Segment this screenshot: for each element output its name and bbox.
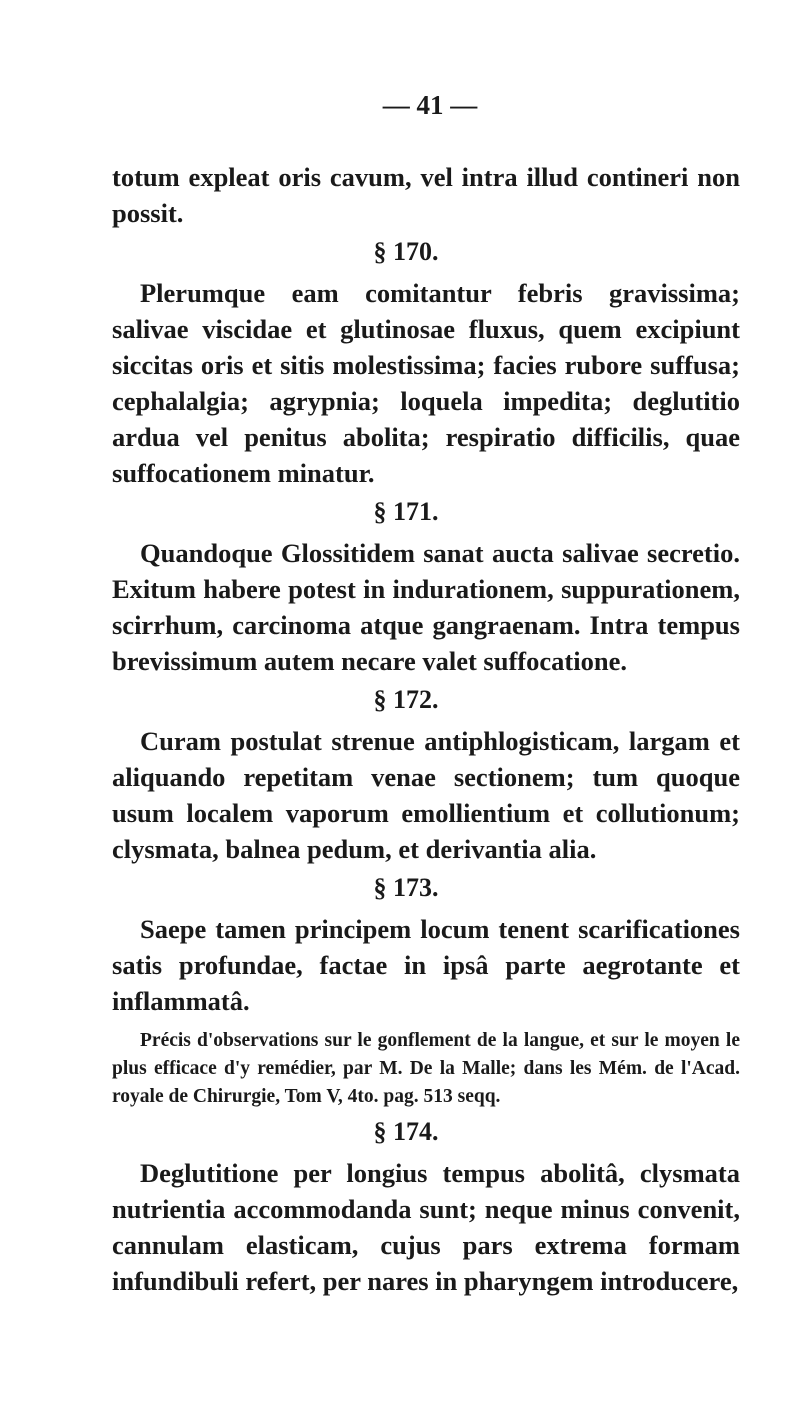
paragraph-continuation: totum expleat oris cavum, vel intra illud contineri non possit. — [112, 162, 740, 228]
section-heading-173: § 173. — [373, 873, 439, 902]
section-heading-171: § 171. — [373, 497, 439, 526]
paragraph-170: Plerumque eam comitantur febris gravissima; salivae viscidae et glutinosae fluxus, quem excipiunt siccitas oris et sitis molestissima; facies rubore suffusa; cephalalgia; agrypnia; loquela impedita; deglutitio ardua vel penitus abolita; respiratio difficilis, quae suffocationem minatur. — [112, 278, 740, 488]
section-heading-170: § 170. — [373, 237, 439, 266]
body-text — [112, 159, 740, 1299]
section-heading-172: § 172. — [373, 685, 439, 714]
reference-note: Précis d'observations sur le gonflement de la langue, et sur le moyen le plus efficace d'y remédier, par M. De la Malle; dans les Mém. de l'Acad. royale de Chirurgie, Tom V, 4to. pag. 513 seqq. — [112, 1030, 740, 1107]
paragraph-174: Deglutitione per longius tempus abolitâ, clysmata nutrientia accommodanda sunt; neque minus convenit, cannulam elasticam, cujus pars extrema formam infundibuli refert, per nares in pharyngem introducere, — [112, 1158, 740, 1296]
paragraph-172: Curam postulat strenue antiphlogisticam, largam et aliquando repetitam venae sectionem; tum quoque usum localem vaporum emollientium et collutionum; clysmata, balnea pedum, et derivantia alia. — [112, 726, 740, 864]
section-heading-174: § 174. — [373, 1117, 439, 1146]
page-number: — 41 — — [382, 90, 478, 120]
paragraph-173: Saepe tamen principem locum tenent scarificationes satis profundae, factae in ipsâ parte aegrotante et inflammatâ. — [112, 914, 740, 1016]
paragraph-171: Quandoque Glossitidem sanat aucta salivae secretio. Exitum habere potest in indurationem, suppurationem, scirrhum, carcinoma atque gangraenam. Intra tempus brevissimum autem necare valet suffocatione. — [112, 538, 740, 676]
